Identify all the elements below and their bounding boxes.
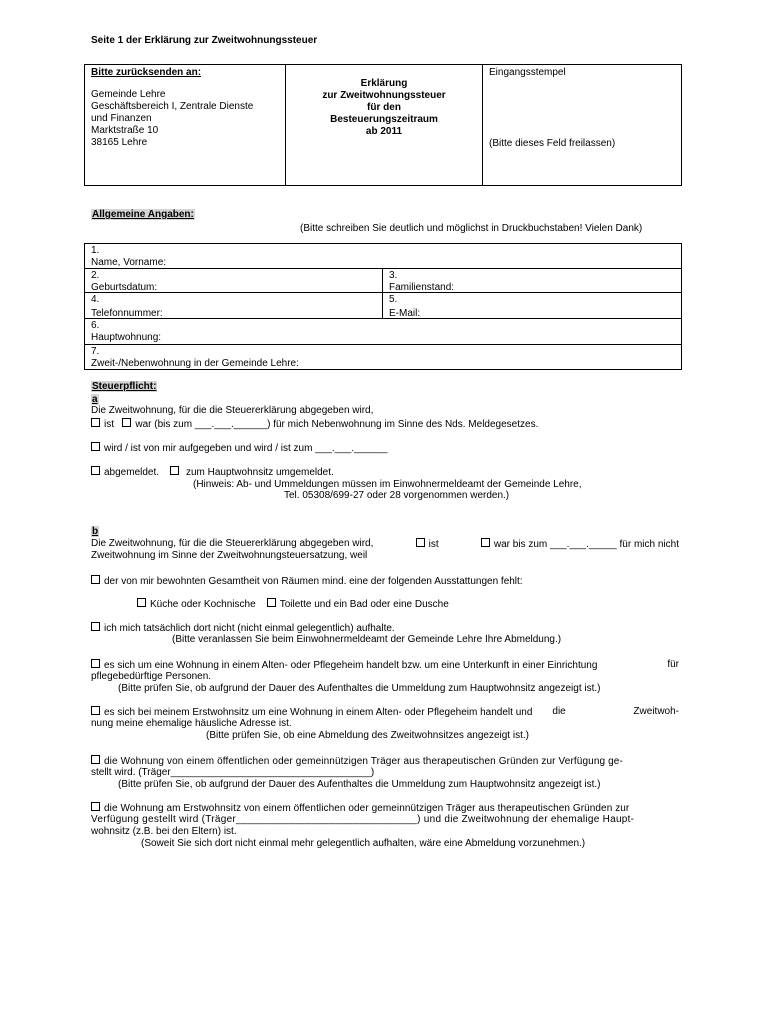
general-heading <box>91 209 195 221</box>
field-label: Name, Vorname: <box>91 257 167 268</box>
header-box <box>84 64 682 186</box>
tax-heading <box>91 381 157 393</box>
checkbox-reregistered[interactable] <box>170 466 179 475</box>
checkbox-primary-care-home[interactable] <box>91 706 100 715</box>
stamp-note: (Bitte dieses Feld freilassen) <box>489 138 616 149</box>
field-number: 7. <box>91 346 100 357</box>
field-label: Geburtsdatum: <box>91 282 158 293</box>
address-line: Geschäftsbereich I, Zentrale Dienste <box>91 101 254 112</box>
field-label: E-Mail: <box>389 308 421 319</box>
return-address <box>91 89 253 149</box>
field-label: Telefonnummer: <box>91 308 163 319</box>
checkbox-therapeutic[interactable] <box>91 755 100 764</box>
option-therapeutic-line-2: stellt wird. (Träger____________________________________) <box>91 767 375 778</box>
option-b-war-label: war bis zum ___.___._____ für mich nicht <box>493 539 679 550</box>
section-a-intro: Die Zweitwohnung, für die die Steuererklärung abgegeben wird, <box>91 405 374 416</box>
checkbox-given-up[interactable] <box>91 442 100 451</box>
option-care-home-label-end: für <box>667 659 679 670</box>
personal-data-table <box>84 243 682 370</box>
facility-options <box>137 598 449 611</box>
address-line: Marktstraße 10 <box>91 125 159 136</box>
option-not-staying-note: (Bitte veranlassen Sie beim Einwohnermeldeamt der Gemeinde Lehre Ihre Abmeldung.) <box>172 634 562 645</box>
field-name[interactable] <box>91 245 166 269</box>
heading-line: für den <box>367 102 401 113</box>
field-phone[interactable] <box>91 294 163 320</box>
option-primary-therapeutic-note: (Soweit Sie sich dort nicht einmal mehr gelegentlich aufhalten, wäre eine Abmeldung vorzunehmen.) <box>141 838 586 849</box>
form-heading <box>286 78 482 138</box>
option-deregistered-label: abgemeldet. <box>104 467 160 478</box>
checkbox-missing-facilities[interactable] <box>91 575 100 584</box>
option-war-label: war (bis zum ___.___.______) für mich Nebenwohnung im Sinne des Nds. Meldegesetzes. <box>135 419 539 430</box>
field-label: Hauptwohnung: <box>91 332 162 343</box>
section-a-options <box>91 418 538 431</box>
option-given-up <box>91 442 388 455</box>
heading-line: ab 2011 <box>365 126 403 137</box>
option-care-home-note: (Bitte prüfen Sie, ob aufgrund der Dauer des Aufenthaltes die Ummeldung zum Hauptwohnsitz angezeigt ist.) <box>118 683 601 694</box>
address-line: 38165 Lehre <box>91 137 148 148</box>
option-missing-facilities <box>91 575 523 588</box>
field-label: Zweit-/Nebenwohnung in der Gemeinde Lehre: <box>91 358 299 369</box>
checkbox-deregistered[interactable] <box>91 466 100 475</box>
return-label: Bitte zurücksenden an: <box>91 67 202 78</box>
section-b-intro-text: Die Zweitwohnung, für die die Steuererklärung abgegeben wird, <box>91 538 374 549</box>
option-care-home-line-2: pflegebedürftige Personen. <box>91 671 212 682</box>
field-number: 1. <box>91 245 100 256</box>
option-primary-care-home-label-mid: die <box>552 706 566 717</box>
option-primary-care-home-label: es sich bei meinem Erstwohnsitz um eine Wohnung in einem Alten- oder Pflegeheim handelt und <box>104 707 533 718</box>
stamp-label: Eingangsstempel <box>489 67 566 78</box>
option-missing-facilities-label: der von mir bewohnten Gesamtheit von Räumen mind. eine der folgenden Ausstattungen fehlt: <box>104 576 523 587</box>
option-primary-therapeutic-line-2: Verfügung gestellt wird (Träger_______________________________) und die Zweitwohnung der ehemalige Haupt- <box>91 814 635 825</box>
section-a-letter-text: a <box>92 394 98 405</box>
field-number: 5. <box>389 294 398 305</box>
section-b-intro-2: Zweitwohnung im Sinne der Zweitwohnungsteuersatzung, weil <box>91 550 368 561</box>
general-note: (Bitte schreiben Sie deutlich und möglichst in Druckbuchstaben! Vielen Dank) <box>300 223 643 234</box>
option-deregistered <box>91 466 334 479</box>
option-reregistered-label: zum Hauptwohnsitz umgemeldet. <box>185 467 334 478</box>
option-kitchen-label: Küche oder Kochnische <box>150 599 256 610</box>
heading-line: Erklärung <box>360 78 408 89</box>
section-b-letter <box>91 526 99 538</box>
checkbox-war[interactable] <box>122 418 131 427</box>
option-given-up-label: wird / ist von mir aufgegeben und wird / ist zum ___.___.______ <box>104 443 388 454</box>
field-number: 3. <box>389 270 398 281</box>
option-therapeutic-note: (Bitte prüfen Sie, ob aufgrund der Dauer des Aufenthaltes die Ummeldung zum Hauptwohnsitz angezeigt ist.) <box>118 779 601 790</box>
option-primary-care-home-label-end: Zweitwoh- <box>633 706 679 717</box>
address-line: und Finanzen <box>91 113 152 124</box>
checkbox-not-staying[interactable] <box>91 622 100 631</box>
tax-heading-text: Steuerpflicht: <box>92 381 157 392</box>
general-heading-text: Allgemeine Angaben: <box>92 209 194 220</box>
checkbox-ist[interactable] <box>91 418 100 427</box>
checkbox-primary-therapeutic[interactable] <box>91 802 100 811</box>
heading-line: Besteuerungszeitraum <box>330 114 438 125</box>
address-line: Gemeinde Lehre <box>91 89 166 100</box>
hint-line-2: Tel. 05308/699-27 oder 28 vorgenommen werden.) <box>284 490 510 501</box>
checkbox-b-war[interactable] <box>481 538 490 547</box>
hint-line-1: (Hinweis: Ab- und Ummeldungen müssen im Einwohnermeldeamt der Gemeinde Lehre, <box>193 479 582 490</box>
option-primary-care-home-note: (Bitte prüfen Sie, ob eine Abmeldung des Zweitwohnsitzes angezeigt ist.) <box>206 730 529 741</box>
option-therapeutic-label: die Wohnung von einem öffentlichen oder gemeinnützigen Träger aus therapeutischen Gründen zur Verfügung ge- <box>104 756 623 767</box>
field-label: Familienstand: <box>389 282 455 293</box>
option-primary-therapeutic-line-3: wohnsitz (z.B. bei den Eltern) ist. <box>91 826 237 837</box>
option-care-home-label: es sich um eine Wohnung in einem Alten- oder Pflegeheim handelt bzw. um eine Unterkunft in einer Einrichtung <box>104 660 598 671</box>
option-primary-therapeutic-label: die Wohnung am Erstwohnsitz von einem öffentlichen oder gemeinnützigen Träger aus therapeutischen Gründen zur <box>104 803 630 814</box>
option-toilet-label: Toilette und ein Bad oder eine Dusche <box>279 599 449 610</box>
field-number: 2. <box>91 270 100 281</box>
option-not-staying-label: ich mich tatsächlich dort nicht (nicht einmal gelegentlich) aufhalte. <box>104 623 395 634</box>
field-main-residence[interactable] <box>91 320 161 344</box>
field-email[interactable] <box>389 294 420 320</box>
option-primary-care-home-line-2: nung meine ehemalige häusliche Adresse ist. <box>91 718 292 729</box>
option-b-ist-label: ist <box>428 539 439 550</box>
checkbox-toilet[interactable] <box>267 598 276 607</box>
option-ist-label: ist <box>104 419 114 430</box>
field-marital-status[interactable] <box>389 270 454 294</box>
field-second-residence[interactable] <box>91 346 299 370</box>
section-b-letter-text: b <box>92 526 99 537</box>
page-title: Seite 1 der Erklärung zur Zweitwohnungssteuer <box>91 35 318 46</box>
checkbox-care-home[interactable] <box>91 659 100 668</box>
checkbox-kitchen[interactable] <box>137 598 146 607</box>
field-birthdate[interactable] <box>91 270 157 294</box>
field-number: 6. <box>91 320 100 331</box>
checkbox-b-ist[interactable] <box>416 538 425 547</box>
field-number: 4. <box>91 294 100 305</box>
heading-line: zur Zweitwohnungssteuer <box>322 90 446 101</box>
